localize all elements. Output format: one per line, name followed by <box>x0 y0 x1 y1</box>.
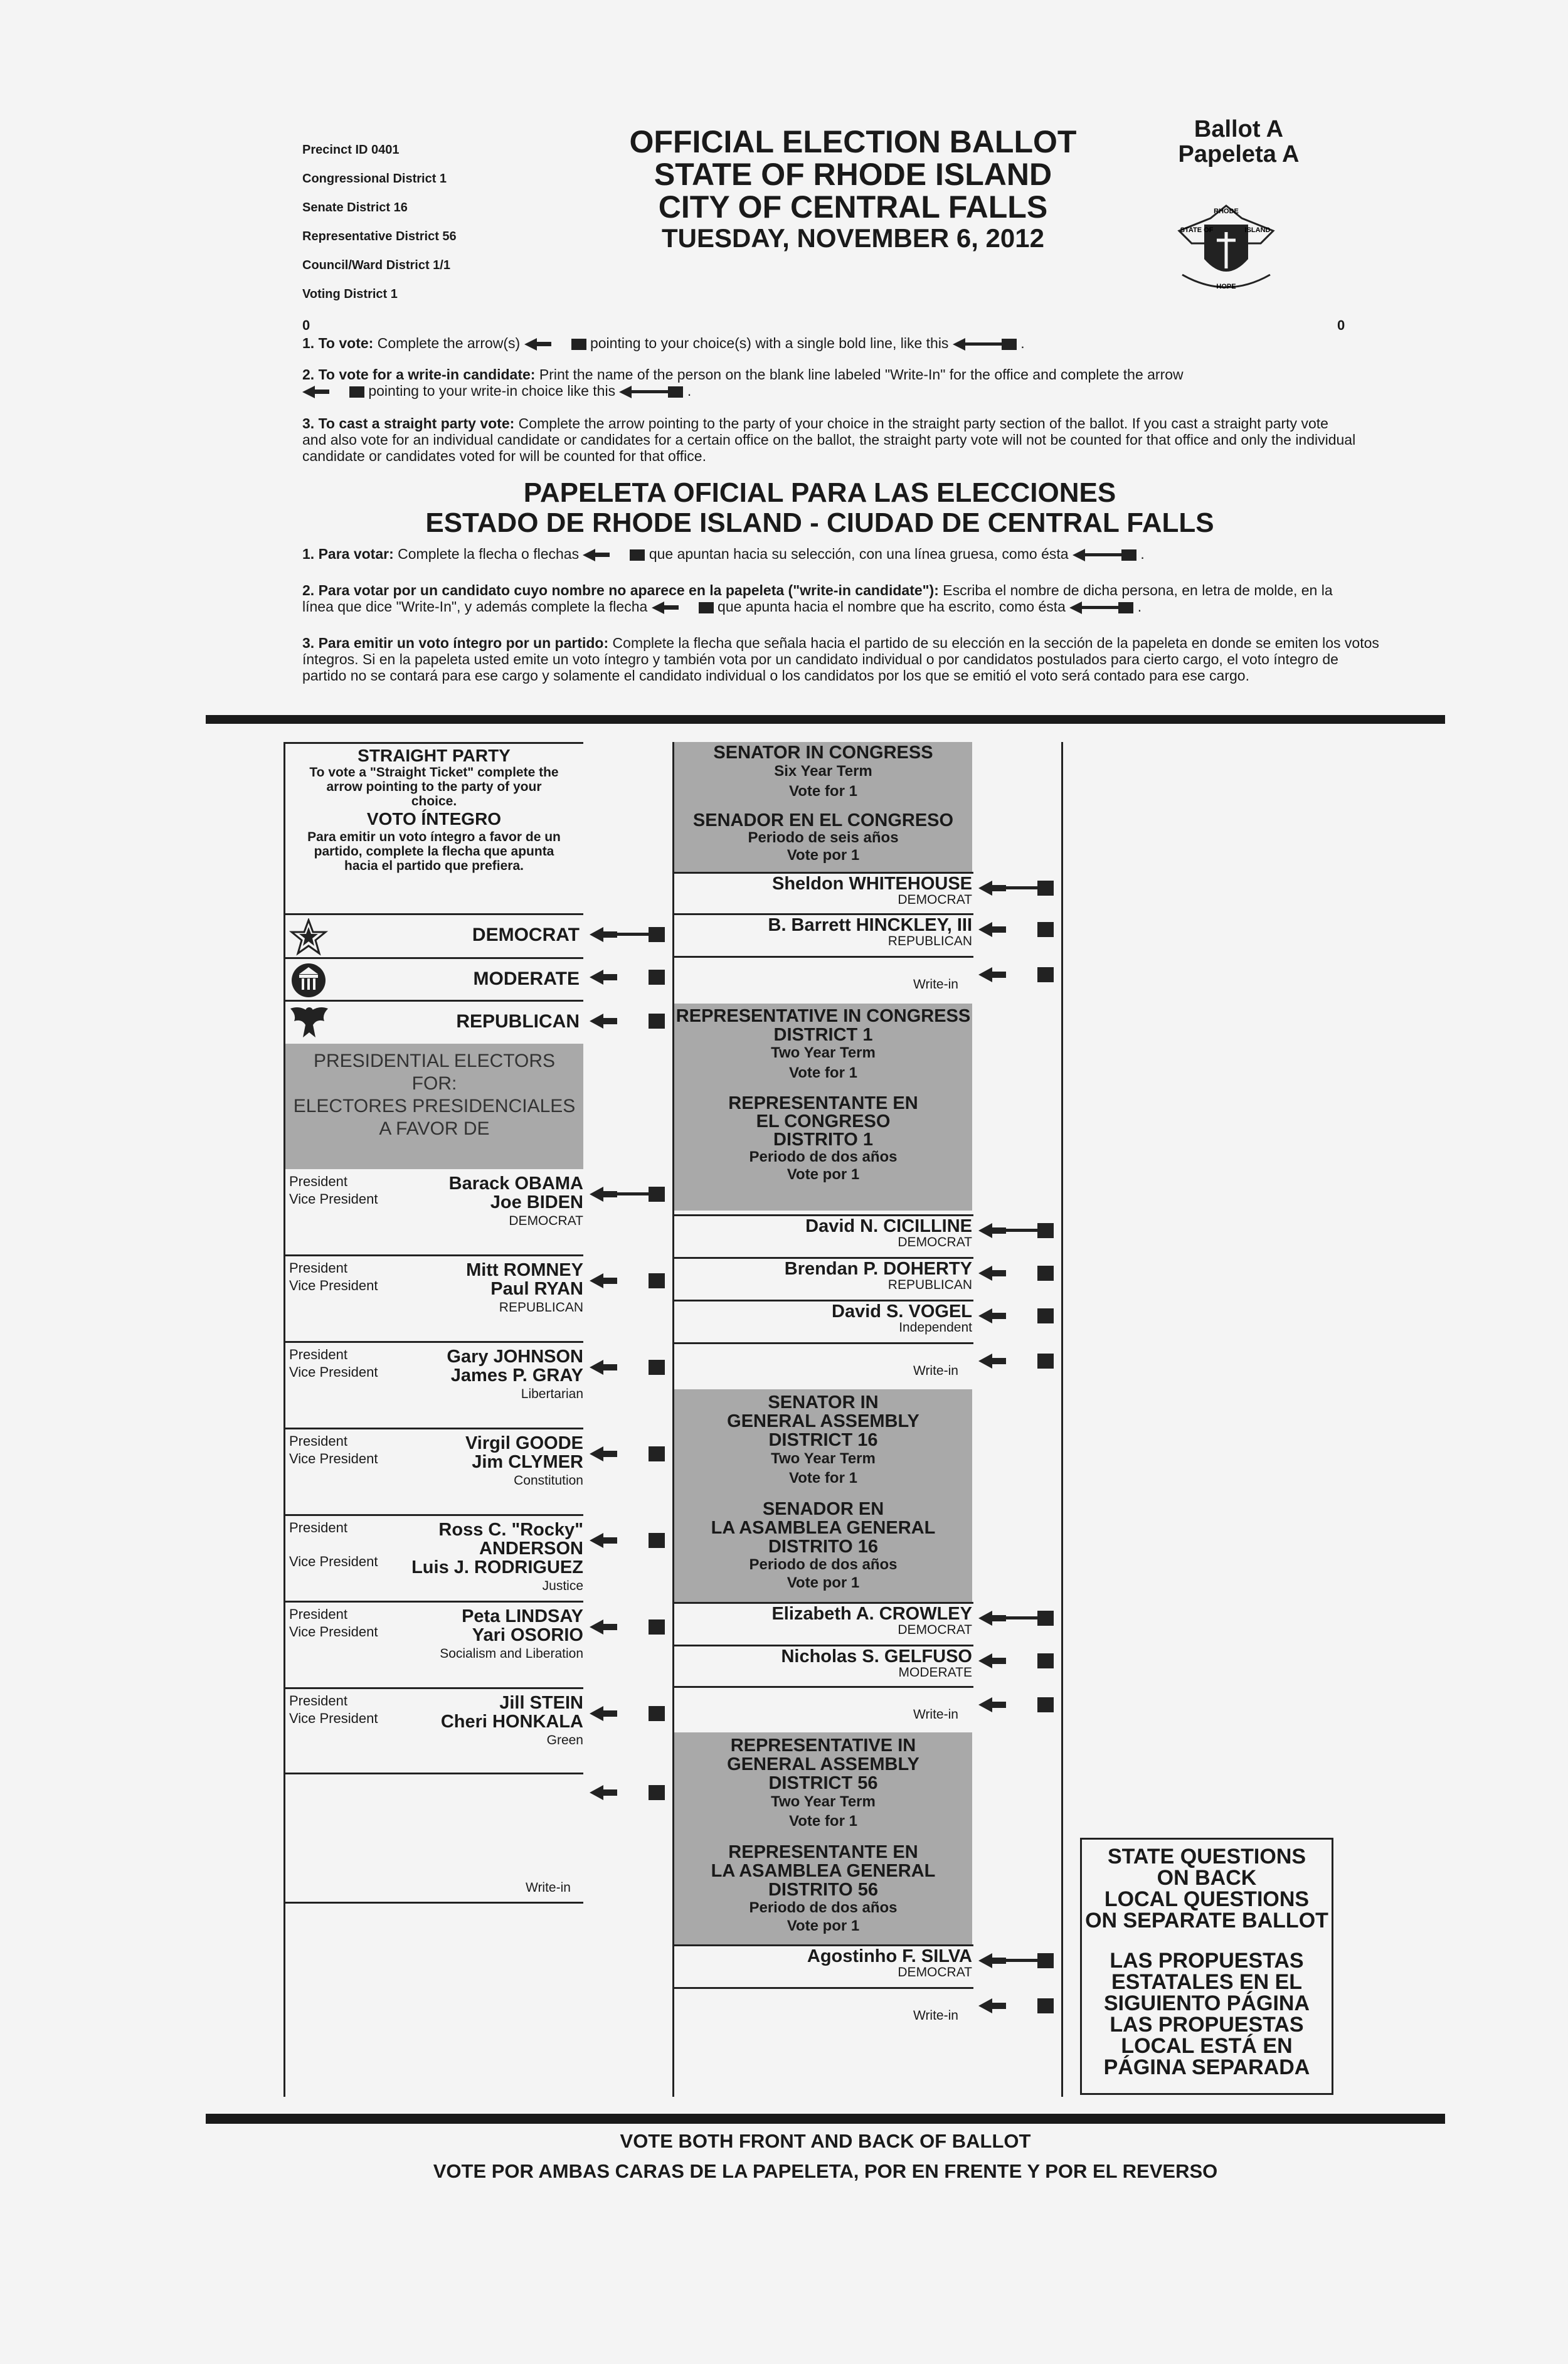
party-row-democrat[interactable] <box>285 916 583 957</box>
vote-arrow-candidate[interactable] <box>978 1653 1054 1666</box>
vice-president-name: Jim CLYMER <box>472 1452 583 1472</box>
candidate-name: Brendan P. DOHERTY <box>784 1259 972 1279</box>
q-en-1: STATE QUESTIONS <box>1107 1845 1306 1868</box>
instr-es-3-label: 3. Para emitir un voto íntegro por un partido: <box>302 635 609 651</box>
repc-line-3: Two Year Term <box>771 1044 876 1061</box>
pres-writein-label: Write-in <box>526 1880 571 1895</box>
role-president: President <box>289 1433 347 1449</box>
sr-line-4: Two Year Term <box>771 1793 876 1810</box>
instr-es-2-label: 2. Para votar por un candidato cuyo nombre no aparece en la papeleta ("write-in candidate"): <box>302 582 939 598</box>
ss-line-1: SENATOR IN <box>768 1392 879 1413</box>
sr-line-7: LA ASAMBLEA GENERAL <box>711 1861 936 1881</box>
presidential-electors-header <box>285 1044 583 1169</box>
sr-line-3: DISTRICT 56 <box>768 1773 878 1793</box>
ticket-party: Libertarian <box>521 1387 583 1401</box>
completed-arrow-icon <box>1073 546 1136 562</box>
vote-arrow-ticket[interactable] <box>590 1533 665 1545</box>
role-president: President <box>289 1606 347 1622</box>
row-divider <box>283 1254 583 1256</box>
straight-party-title: STRAIGHT PARTY <box>358 746 511 765</box>
candidate-name: Sheldon WHITEHOUSE <box>772 874 972 894</box>
eagle-icon <box>288 1004 331 1044</box>
ss-line-3: DISTRICT 16 <box>768 1430 878 1450</box>
vote-arrow-writein[interactable] <box>978 1998 1054 2011</box>
ticket-party: REPUBLICAN <box>499 1300 583 1315</box>
role-vice-president: Vice President <box>289 1624 378 1640</box>
spanish-title-1: PAPELETA OFICIAL PARA LAS ELECCIONES <box>523 477 1116 508</box>
ticket-row[interactable] <box>285 1517 583 1601</box>
vote-arrow-writein[interactable] <box>978 1697 1054 1710</box>
instruction-es-2: 2. Para votar por un candidato cuyo nombre no aparece en la papeleta ("write-in candidate"): Escriba el nombre de dicha persona, en letra de molde, en la línea que dice "Write-In", y además complete la flecha que apunta hacia el nombre que ha escrito, como ésta . <box>302 582 1333 615</box>
pres-header-4: A FAVOR DE <box>379 1118 490 1139</box>
candidate-row[interactable] <box>674 1217 972 1249</box>
writein-label: Write-in <box>913 1364 958 1378</box>
vote-arrow-candidate[interactable] <box>978 922 1054 935</box>
straight-party-desc: To vote a "Straight Ticket" complete the arrow pointing to the party of your choice. <box>309 765 559 808</box>
candidate-party: REPUBLICAN <box>887 934 972 948</box>
president-name: Ross C. "Rocky" ANDERSON <box>438 1520 583 1559</box>
ticket-row[interactable] <box>285 1603 583 1687</box>
ticket-candidates <box>395 1261 583 1315</box>
council-ward-district: Council/Ward District 1/1 <box>302 258 450 272</box>
ticket-party: Green <box>546 1733 583 1747</box>
vice-president-name: Joe BIDEN <box>490 1192 583 1212</box>
candidate-party: DEMOCRAT <box>898 893 972 907</box>
ticket-party: Socialism and Liberation <box>440 1646 583 1661</box>
spanish-title <box>302 478 1337 538</box>
top-rule <box>206 715 1445 724</box>
q-es-5: LOCAL ESTÁ EN <box>1121 2034 1293 2058</box>
role-vice-president: Vice President <box>289 1278 378 1293</box>
vote-arrow-candidate[interactable] <box>978 1953 1054 1966</box>
ticket-candidates <box>395 1174 583 1228</box>
role-president: President <box>289 1520 347 1535</box>
precinct-id: Precinct ID 0401 <box>302 143 400 157</box>
vote-arrow-candidate[interactable] <box>978 1223 1054 1236</box>
instr-en-1-a: Complete the arrow(s) <box>377 335 521 351</box>
instr-es-2-a: Escriba el nombre de dicha persona, en letra de molde, en la línea que dice "Write-In", y además complete la flecha <box>302 582 1333 615</box>
sr-line-9: Periodo de dos años <box>749 1899 898 1916</box>
q-es-4: LAS PROPUESTAS <box>1110 2013 1304 2037</box>
party-row-republican[interactable] <box>285 1002 583 1044</box>
seal-text-left: STATE OF <box>1180 226 1214 234</box>
vice-president-name: James P. GRAY <box>450 1365 583 1386</box>
ticket-candidates <box>395 1693 583 1747</box>
q-es-1: LAS PROPUESTAS <box>1110 1949 1304 1973</box>
party-name-moderate: MODERATE <box>473 968 580 989</box>
candidate-row[interactable] <box>674 874 972 907</box>
vote-arrow-candidate[interactable] <box>978 1266 1054 1278</box>
writein-label: Write-in <box>913 977 958 992</box>
seal-text-bottom: HOPE <box>1216 283 1236 290</box>
instr-en-2-b: pointing to your write-in choice like this <box>368 383 616 399</box>
ticket-candidates <box>395 1607 583 1661</box>
col2-right-border <box>1061 742 1063 2097</box>
role-president: President <box>289 1347 347 1362</box>
moderate-emblem-icon <box>289 962 328 1002</box>
ticket-row[interactable] <box>285 1430 583 1514</box>
candidate-name: Agostinho F. SILVA <box>807 1946 972 1966</box>
instr-en-2-label: 2. To vote for a write-in candidate: <box>302 366 536 383</box>
role-vice-president: Vice President <box>289 1554 378 1569</box>
repc-line-7: DISTRITO 1 <box>773 1130 873 1150</box>
row-divider <box>672 1686 973 1688</box>
senator-line-6: Vote por 1 <box>787 847 860 864</box>
senator-line-2: Six Year Term <box>774 763 872 780</box>
congressional-district: Congressional District 1 <box>302 172 447 186</box>
title-line-3: CITY OF CENTRAL FALLS <box>658 189 1048 225</box>
role-president: President <box>289 1693 347 1709</box>
ticket-party: DEMOCRAT <box>509 1214 583 1228</box>
footer-line-2: VOTE POR AMBAS CARAS DE LA PAPELETA, POR EN FRENTE Y POR EL REVERSO <box>433 2160 1218 2182</box>
q-en-3: LOCAL QUESTIONS <box>1104 1887 1310 1911</box>
instruction-es-1: 1. Para votar: Complete la flecha o flechas que apuntan hacia su selección, con una línea gruesa, como ésta . <box>302 546 1145 562</box>
title-line-2: STATE OF RHODE ISLAND <box>654 157 1052 192</box>
instruction-en-2: 2. To vote for a write-in candidate: Print the name of the person on the blank line labeled "Write-In" for the office and complete the arrow pointing to your write-in choice like this . <box>302 366 1184 399</box>
ss-line-4: Two Year Term <box>771 1450 876 1467</box>
completed-arrow-icon <box>1069 598 1133 615</box>
candidate-party: DEMOCRAT <box>898 1965 972 1980</box>
party-name-republican: REPUBLICAN <box>456 1011 580 1032</box>
instr-es-3-a: Complete la flecha que señala hacia el partido de su elección en la sección de la papeleta en donde se emiten los votos íntegros. Si en la papeleta usted emite un voto íntegro y también vota por un candidato individual o por candidatos postulados para cierto cargo, el voto íntegro de partido no se contará para ese cargo y solamente el candidato individual o los candidatos por los que se emitió el voto será contado para ese cargo. <box>302 635 1379 684</box>
footer-line-1: VOTE BOTH FRONT AND BACK OF BALLOT <box>620 2130 1031 2152</box>
candidate-row[interactable] <box>674 916 972 948</box>
instruction-en-3 <box>302 415 1356 464</box>
title-line-1: OFFICIAL ELECTION BALLOT <box>629 124 1077 159</box>
ticket-candidates <box>395 1347 583 1401</box>
instr-en-3-a: Complete the arrow pointing to the party of your choice in the straight party section of the ballot. If you cast a straight party vote and also vote for an individual candidate or candidates for a certain office on the ballot, the straight party vote will not be counted for that office and only the individual candidate or candidates voted for will be counted for that office. <box>302 415 1356 464</box>
ss-line-6: SENADOR EN <box>762 1499 884 1519</box>
papeleta-a-label: Papeleta A <box>1178 141 1300 167</box>
questions-notice-box <box>1080 1838 1333 2095</box>
senator-line-3: Vote for 1 <box>789 783 857 800</box>
bottom-rule <box>206 2114 1445 2124</box>
repc-line-1: REPRESENTATIVE IN CONGRESS <box>675 1006 971 1026</box>
president-name: Jill STEIN <box>499 1693 583 1713</box>
president-name: Gary JOHNSON <box>447 1347 583 1367</box>
party-name-democrat: DEMOCRAT <box>472 925 580 945</box>
candidate-name: David N. CICILLINE <box>805 1216 972 1236</box>
vice-president-name: Yari OSORIO <box>472 1625 583 1645</box>
ballot-title <box>590 125 1116 253</box>
role-president: President <box>289 1260 347 1276</box>
candidate-row[interactable] <box>674 1604 972 1637</box>
candidate-row[interactable] <box>674 1302 972 1335</box>
voto-integro-desc: Para emitir un voto íntegro a favor de un partido, complete la flecha que apunta hacia el partido que prefiera. <box>307 830 561 873</box>
straight-party-header <box>290 746 578 873</box>
writein-line <box>283 1902 583 1904</box>
row-divider <box>283 1601 583 1603</box>
state-senator-header <box>674 1389 972 1603</box>
pres-header-3: ELECTORES PRESIDENCIALES <box>293 1096 576 1116</box>
ballot-label <box>1157 117 1320 167</box>
q-en-2: ON BACK <box>1157 1866 1257 1890</box>
vote-arrow-ticket[interactable] <box>590 1619 665 1632</box>
seal-text-top: RHODE <box>1214 208 1239 215</box>
vote-arrow-republican[interactable] <box>590 1014 665 1026</box>
sr-line-5: Vote for 1 <box>789 1813 857 1830</box>
row-divider <box>283 1428 583 1429</box>
vote-arrow-ticket[interactable] <box>590 1446 665 1459</box>
candidate-party: DEMOCRAT <box>898 1623 972 1637</box>
ss-line-7: LA ASAMBLEA GENERAL <box>711 1518 936 1538</box>
pres-header-1: PRESIDENTIAL ELECTORS <box>313 1051 556 1071</box>
row-divider <box>283 1687 583 1689</box>
senator-line-1: SENATOR IN CONGRESS <box>713 743 933 763</box>
vote-arrow-moderate[interactable] <box>590 970 665 982</box>
president-name: Peta LINDSAY <box>462 1606 583 1626</box>
candidate-party: REPUBLICAN <box>887 1278 972 1292</box>
candidate-name: Nicholas S. GELFUSO <box>781 1646 972 1667</box>
candidate-name: David S. VOGEL <box>832 1301 972 1322</box>
candidate-name: Elizabeth A. CROWLEY <box>771 1604 972 1624</box>
president-name: Barack OBAMA <box>448 1174 583 1194</box>
voting-district: Voting District 1 <box>302 287 398 301</box>
instr-en-2-a: Print the name of the person on the blank line labeled "Write-In" for the office and complete the arrow <box>539 366 1184 383</box>
row-divider <box>283 1514 583 1516</box>
vote-arrow-ticket[interactable] <box>590 1187 665 1199</box>
sr-line-8: DISTRITO 56 <box>768 1880 879 1900</box>
role-vice-president: Vice President <box>289 1710 378 1726</box>
rhode-island-seal-icon <box>1167 181 1286 300</box>
ticket-row[interactable] <box>285 1690 583 1774</box>
instr-en-3-label: 3. To cast a straight party vote: <box>302 415 515 432</box>
sr-line-1: REPRESENTATIVE IN <box>730 1736 916 1756</box>
q-es-2: ESTATALES EN EL <box>1111 1970 1303 1994</box>
zero-left: 0 <box>302 317 310 333</box>
arrow-example-icon <box>524 335 586 351</box>
row-divider <box>672 1342 973 1344</box>
ticket-candidates <box>395 1520 583 1593</box>
vote-arrow-ticket[interactable] <box>590 1360 665 1372</box>
instr-es-2-b: que apunta hacia el nombre que ha escrito, como ésta <box>718 598 1066 615</box>
vote-arrow-democrat[interactable] <box>590 927 665 940</box>
candidate-name: B. Barrett HINCKLEY, III <box>768 915 972 935</box>
repc-line-5: REPRESENTANTE EN <box>728 1093 918 1113</box>
rep-congress-header <box>674 1004 972 1211</box>
party-divider <box>283 1000 583 1002</box>
completed-arrow-icon <box>953 335 1017 351</box>
zero-right: 0 <box>1337 317 1345 333</box>
candidate-row[interactable] <box>674 1647 972 1680</box>
role-vice-president: Vice President <box>289 1451 378 1466</box>
ss-line-9: Periodo de dos años <box>749 1556 898 1573</box>
ticket-row[interactable] <box>285 1344 583 1428</box>
role-vice-president: Vice President <box>289 1191 378 1207</box>
ticket-party: Justice <box>542 1579 583 1593</box>
row-divider <box>283 1341 583 1343</box>
senator-line-4: SENADOR EN EL CONGRESO <box>692 810 954 830</box>
instruction-en-1: 1. To vote: Complete the arrow(s) pointing to your choice(s) with a single bold line, like this . <box>302 335 1025 351</box>
row-divider <box>672 956 973 958</box>
candidate-row[interactable] <box>674 1259 972 1292</box>
vote-arrow-ticket[interactable] <box>590 1706 665 1719</box>
candidate-party: DEMOCRAT <box>898 1235 972 1249</box>
instr-es-1-b: que apuntan hacia su selección, con una línea gruesa, como ésta <box>649 546 1069 562</box>
q-es-3: SIGUIENTO PÁGINA <box>1103 1991 1310 2015</box>
ticket-row[interactable] <box>285 1257 583 1341</box>
instr-en-1-label: 1. To vote: <box>302 335 374 351</box>
election-date: TUESDAY, NOVEMBER 6, 2012 <box>661 223 1044 253</box>
completed-arrow-icon <box>619 383 683 399</box>
q-es-6: PÁGINA SEPARADA <box>1103 2055 1310 2079</box>
ballot-a-label: Ballot A <box>1194 116 1284 142</box>
party-row-moderate[interactable] <box>285 960 583 1000</box>
senator-line-5: Periodo de seis años <box>748 829 899 846</box>
sr-line-10: Vote por 1 <box>787 1917 860 1934</box>
president-name: Virgil GOODE <box>465 1433 583 1453</box>
pres-header-2: FOR: <box>411 1073 457 1094</box>
star-icon <box>289 918 328 959</box>
vice-president-name: Paul RYAN <box>490 1279 583 1299</box>
col1-top-border <box>283 742 583 744</box>
ss-line-2: GENERAL ASSEMBLY <box>727 1411 919 1431</box>
candidate-party: MODERATE <box>898 1665 972 1680</box>
precinct-info <box>302 135 457 309</box>
vote-arrow-candidate[interactable] <box>978 881 1054 893</box>
state-rep-header <box>674 1732 972 1944</box>
candidate-party: Independent <box>899 1320 972 1335</box>
instr-en-1-b: pointing to your choice(s) with a single bold line, like this <box>590 335 949 351</box>
voto-integro-title: VOTO ÍNTEGRO <box>366 809 502 829</box>
vote-arrow-candidate[interactable] <box>978 1611 1054 1623</box>
role-president: President <box>289 1174 347 1189</box>
vote-arrow-writein[interactable] <box>978 967 1054 980</box>
vice-president-name: Luis J. RODRIGUEZ <box>411 1557 583 1577</box>
ticket-party: Constitution <box>514 1473 583 1488</box>
ticket-candidates <box>395 1434 583 1488</box>
repc-line-8: Periodo de dos años <box>749 1148 898 1165</box>
sr-line-6: REPRESENTANTE EN <box>728 1842 918 1862</box>
ticket-row[interactable] <box>285 1170 583 1254</box>
instr-es-1-label: 1. Para votar: <box>302 546 394 562</box>
vote-arrow-writein[interactable] <box>978 1354 1054 1366</box>
sp-divider <box>283 913 583 915</box>
arrow-example-icon <box>652 598 714 615</box>
q-en-4: ON SEPARATE BALLOT <box>1085 1909 1328 1932</box>
repc-line-2: DISTRICT 1 <box>773 1025 873 1045</box>
vice-president-name: Cheri HONKALA <box>440 1712 583 1732</box>
president-name: Mitt ROMNEY <box>466 1260 583 1280</box>
ss-line-8: DISTRITO 16 <box>768 1537 879 1557</box>
arrow-example-icon <box>302 383 364 399</box>
vote-arrow-candidate[interactable] <box>978 1308 1054 1321</box>
writein-label: Write-in <box>913 2008 958 2023</box>
candidate-row[interactable] <box>674 1947 972 1980</box>
sr-line-2: GENERAL ASSEMBLY <box>727 1754 919 1774</box>
senate-district: Senate District 16 <box>302 201 408 215</box>
writein-label: Write-in <box>913 1707 958 1722</box>
instr-es-1-a: Complete la flecha o flechas <box>398 546 580 562</box>
repc-line-6: EL CONGRESO <box>756 1111 891 1132</box>
spanish-title-2: ESTADO DE RHODE ISLAND - CIUDAD DE CENTRAL FALLS <box>425 507 1214 538</box>
instruction-es-3 <box>302 635 1381 684</box>
repc-line-4: Vote for 1 <box>789 1064 857 1081</box>
seal-text-right: ISLAND <box>1244 226 1271 234</box>
representative-district: Representative District 56 <box>302 230 457 243</box>
ss-line-10: Vote por 1 <box>787 1574 860 1591</box>
vote-arrow-pres-writein[interactable] <box>590 1785 665 1798</box>
arrow-example-icon <box>583 546 645 562</box>
role-vice-president: Vice President <box>289 1364 378 1380</box>
repc-line-9: Vote por 1 <box>787 1166 860 1183</box>
row-divider <box>672 1987 973 1989</box>
ss-line-5: Vote for 1 <box>789 1470 857 1487</box>
party-divider <box>283 957 583 959</box>
senator-header <box>674 742 972 872</box>
vote-arrow-ticket[interactable] <box>590 1273 665 1286</box>
